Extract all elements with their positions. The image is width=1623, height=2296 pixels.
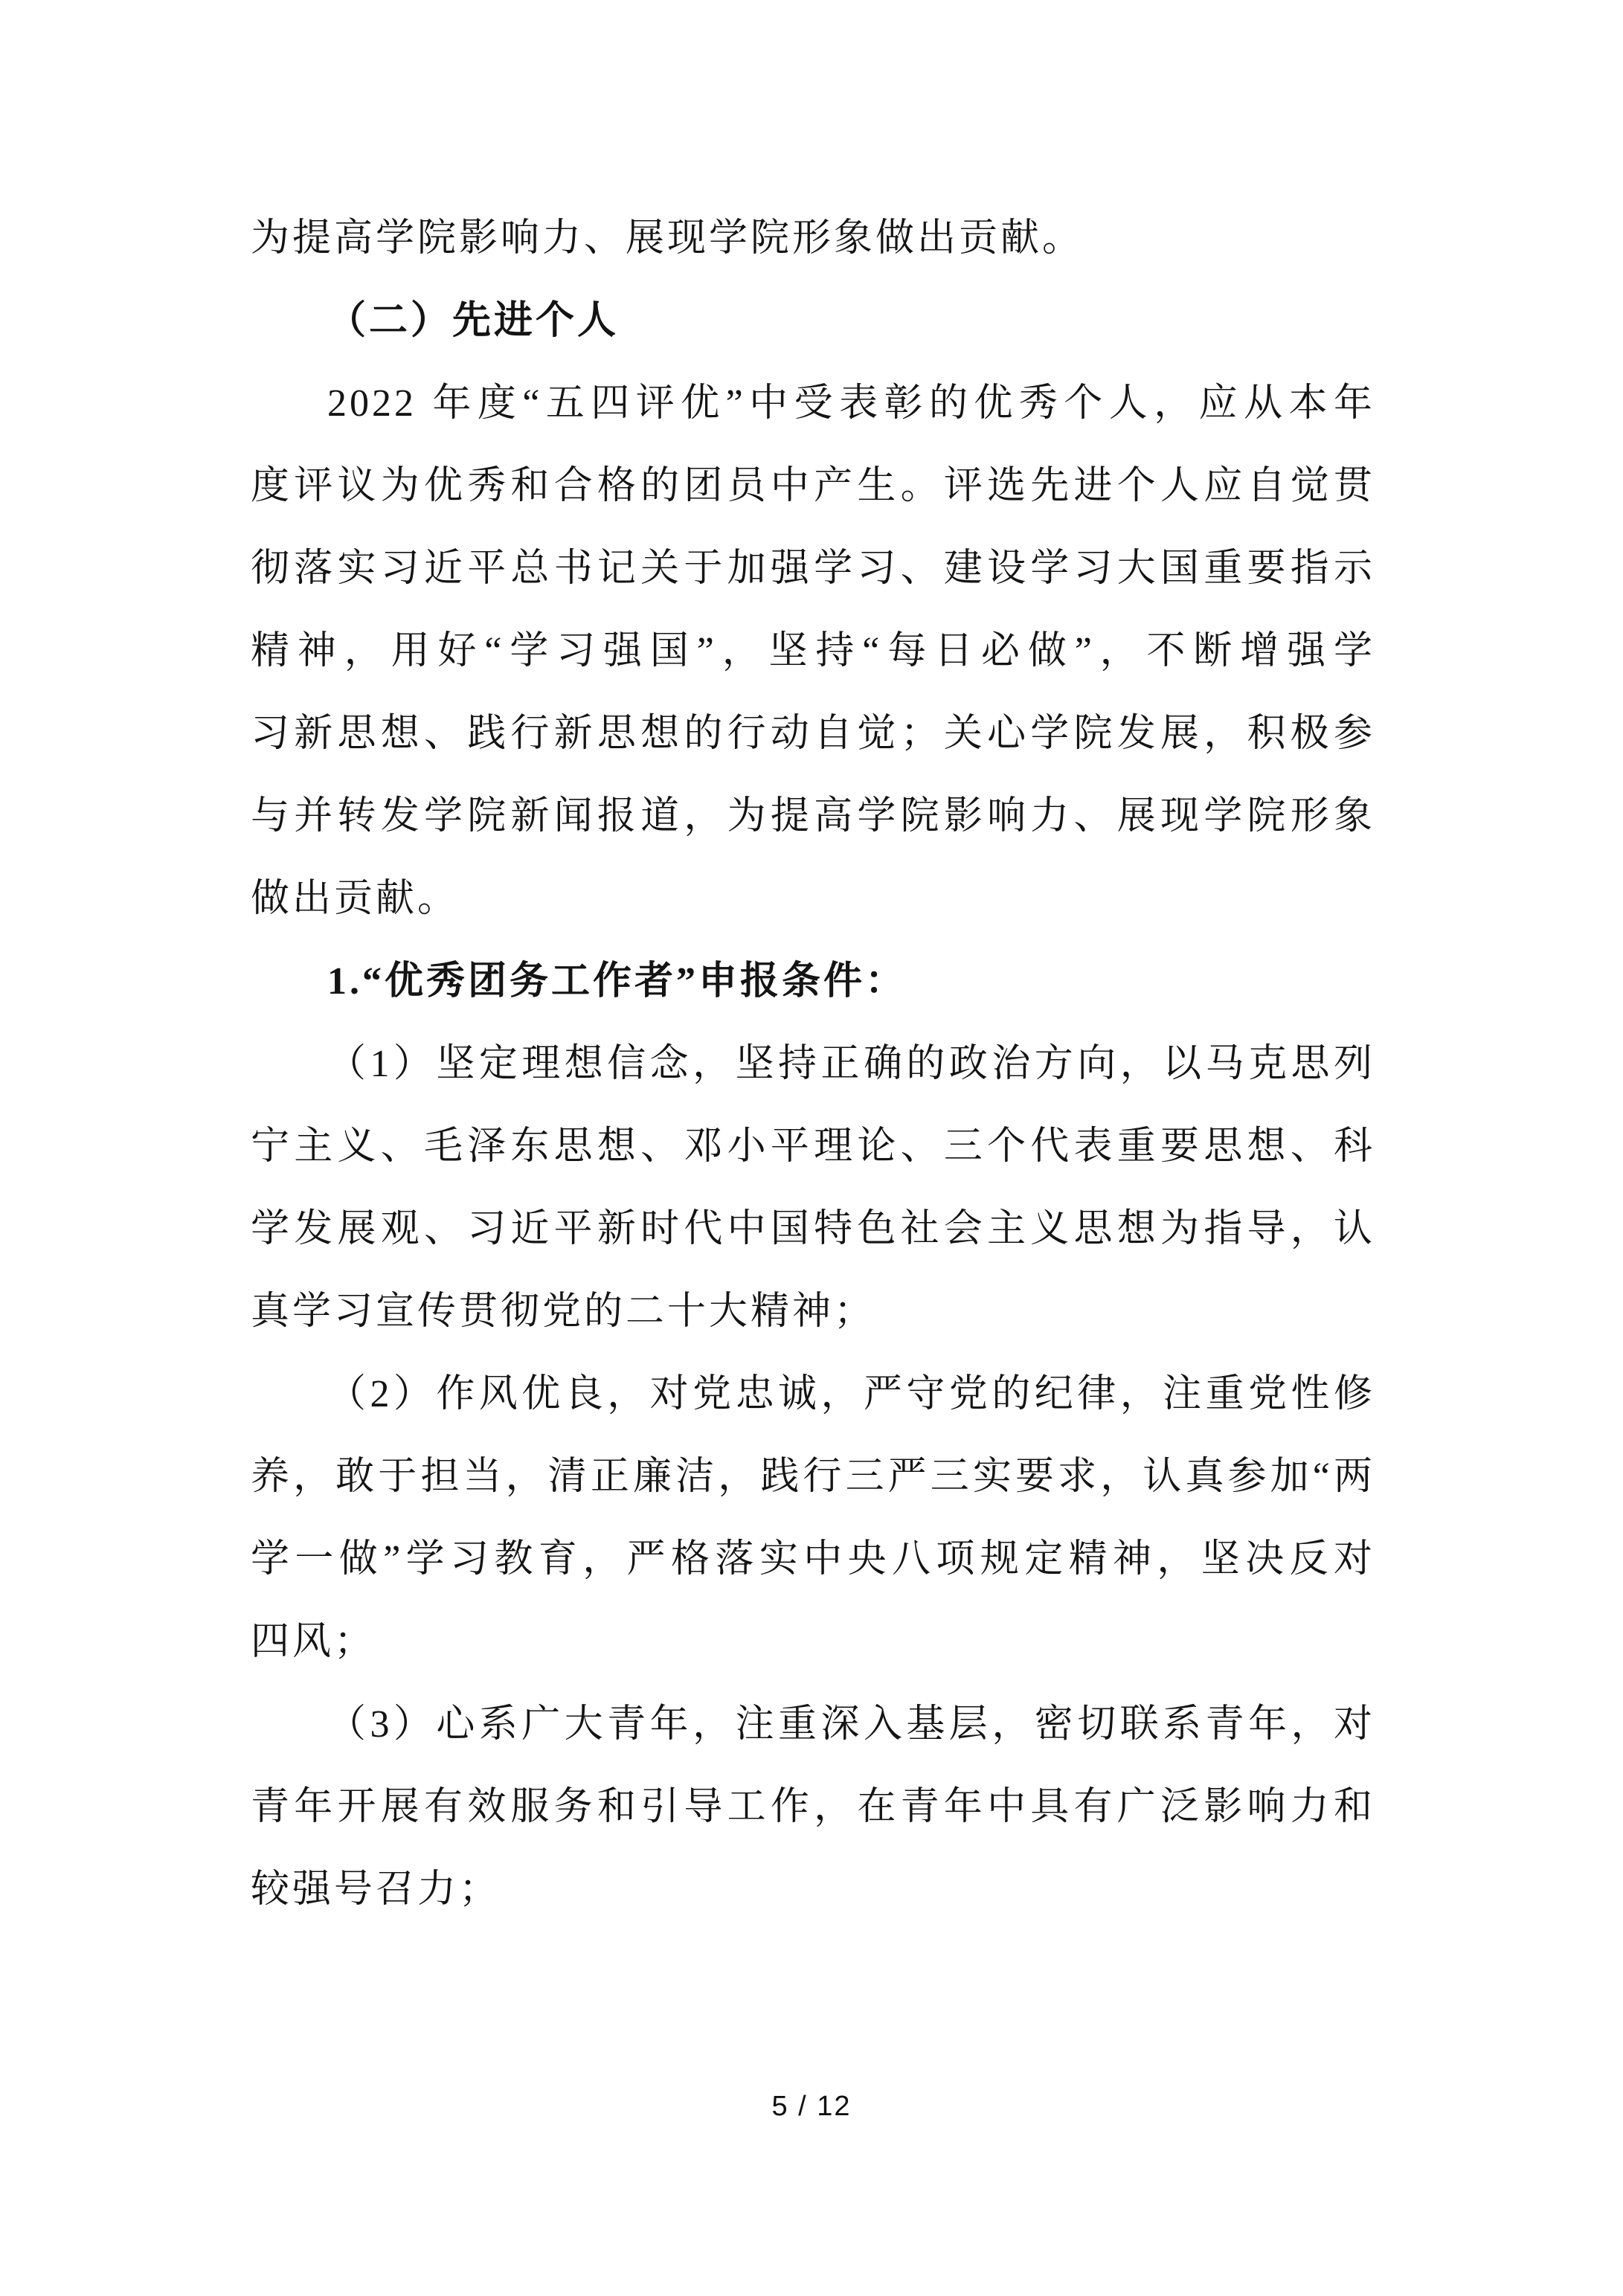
body-text-line: 度评议为优秀和合格的团员中产生。评选先进个人应自觉贯 [251, 465, 1375, 507]
body-text-line: （2）作风优良，对党忠诚，严守党的纪律，注重党性修 [327, 1373, 1375, 1415]
document-body [251, 197, 1375, 1931]
page-number: 5 / 12 [771, 2091, 852, 2122]
body-text-line: 学一做”学习教育，严格落实中央八项规定精神，坚决反对 [251, 1538, 1375, 1580]
body-text-line: 真学习宣传贯彻党的二十大精神； [251, 1290, 876, 1333]
body-text-line: （3）心系广大青年，注重深入基层，密切联系青年，对 [327, 1703, 1375, 1746]
body-text-line: 宁主义、毛泽东思想、邓小平理论、三个代表重要思想、科 [251, 1125, 1375, 1168]
body-text-line: 养，敢于担当，清正廉洁，践行三严三实要求，认真参加“两 [251, 1456, 1375, 1498]
body-text-line: 习新思想、践行新思想的行动自觉；关心学院发展，积极参 [251, 713, 1375, 755]
body-text-line: 四风； [251, 1621, 376, 1663]
page-footer [0, 2087, 1623, 2126]
body-text-line: 彻落实习近平总书记关于加强学习、建设学习大国重要指示 [251, 547, 1375, 590]
section-heading: （二）先进个人 [327, 300, 620, 342]
body-text-line: 与并转发学院新闻报道，为提高学院影响力、展现学院形象 [251, 795, 1375, 837]
body-text-line: 较强号召力； [251, 1868, 501, 1911]
body-text-line: 做出贡献。 [251, 878, 460, 920]
body-text-line: 学发展观、习近平新时代中国特色社会主义思想为指导，认 [251, 1208, 1375, 1250]
body-text-line: 为提高学院影响力、展现学院形象做出贡献。 [251, 217, 1084, 260]
body-text-line: 青年开展有效服务和引导工作，在青年中具有广泛影响力和 [251, 1786, 1375, 1828]
body-text-line: 精神，用好“学习强国”，坚持“每日必做”，不断增强学 [251, 630, 1375, 672]
body-text-line: （1）坚定理想信念，坚持正确的政治方向，以马克思列 [327, 1043, 1375, 1085]
body-text-line: 2022 年度“五四评优”中受表彰的优秀个人，应从本年 [327, 382, 1375, 425]
subsection-heading: 1.“优秀团务工作者”申报条件： [327, 960, 907, 1003]
